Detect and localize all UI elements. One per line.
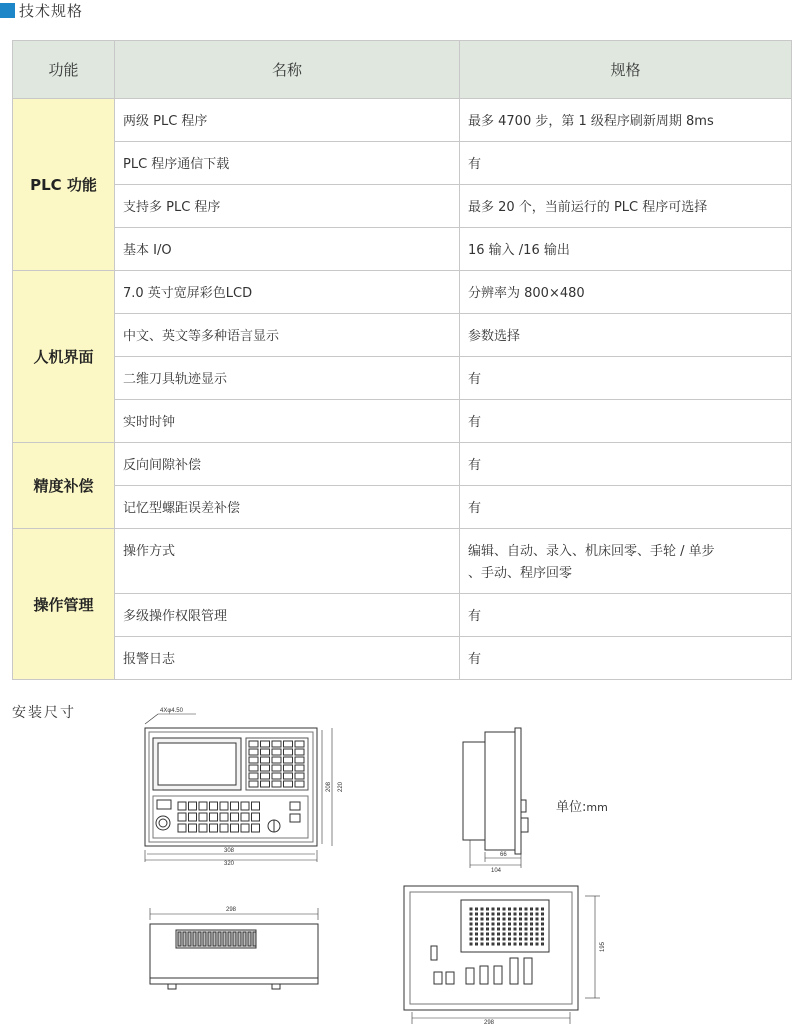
row-spec: 分辨率为 800×480 (460, 271, 792, 314)
dim-side-depth-2: 104 (491, 868, 502, 874)
row-name: 记忆型螺距误差补偿 (115, 486, 460, 529)
table-row (13, 271, 792, 314)
category-precision: 精度补偿 (13, 443, 115, 529)
row-name: PLC 程序通信下载 (115, 142, 460, 185)
row-spec: 16 输入 /16 输出 (460, 228, 792, 271)
section-marker-icon (0, 3, 15, 18)
dim-front-inner-height: 208 (326, 781, 332, 792)
dim-front-outer-width: 320 (224, 861, 235, 867)
category-plc: PLC 功能 (13, 99, 115, 271)
row-name: 基本 I/O (115, 228, 460, 271)
row-spec: 有 (460, 443, 792, 486)
dim-side-depth-1: 66 (500, 852, 507, 858)
section-title-text: 技术规格 (19, 1, 84, 20)
row-spec (460, 529, 792, 594)
row-spec: 有 (460, 142, 792, 185)
dim-front-inner-width: 308 (224, 848, 235, 854)
unit-prefix: 单位: (556, 800, 587, 815)
header-function: 功能 (13, 41, 115, 99)
row-name: 操作方式 (115, 529, 460, 594)
table-row (13, 357, 792, 400)
header-spec: 规格 (460, 41, 792, 99)
category-operation: 操作管理 (13, 529, 115, 680)
row-spec: 有 (460, 637, 792, 680)
row-spec: 最多 20 个，当前运行的 PLC 程序可选择 (460, 185, 792, 228)
row-name: 实时时钟 (115, 400, 460, 443)
row-spec: 参数选择 (460, 314, 792, 357)
table-row (13, 314, 792, 357)
back-view-drawing (404, 886, 600, 1024)
row-name: 二维刀具轨迹显示 (115, 357, 460, 400)
installation-drawings (0, 690, 792, 1024)
hole-note: 4Xφ4.50 (160, 708, 183, 714)
row-spec-line: 编辑、自动、录入、机床回零、手轮 / 单步 (468, 544, 715, 559)
row-name: 7.0 英寸宽屏彩色LCD (115, 271, 460, 314)
row-spec: 有 (460, 594, 792, 637)
row-spec-line: 、手动、程序回零 (468, 566, 573, 581)
section-title (0, 0, 83, 20)
row-name: 中文、英文等多种语言显示 (115, 314, 460, 357)
category-hmi: 人机界面 (13, 271, 115, 443)
table-row (13, 637, 792, 680)
row-spec: 有 (460, 400, 792, 443)
row-spec: 有 (460, 486, 792, 529)
table-row (13, 99, 792, 142)
row-spec: 最多 4700 步，第 1 级程序刷新周期 8ms (460, 99, 792, 142)
dimensions-label: 安装尺寸 (12, 705, 76, 721)
side-view-drawing (463, 728, 528, 868)
table-row (13, 142, 792, 185)
row-name: 反向间隙补偿 (115, 443, 460, 486)
row-spec: 有 (460, 357, 792, 400)
dim-front-outer-height: 220 (338, 781, 344, 792)
dim-back-width: 298 (484, 1020, 495, 1024)
table-row (13, 594, 792, 637)
row-name: 报警日志 (115, 637, 460, 680)
header-name: 名称 (115, 41, 460, 99)
table-row (13, 529, 792, 594)
table-row (13, 228, 792, 271)
front-view-drawing (145, 714, 332, 862)
unit-mm: mm (586, 801, 608, 814)
top-view-drawing (150, 908, 318, 989)
table-row (13, 486, 792, 529)
dim-top-width: 298 (226, 907, 237, 913)
row-name: 多级操作权限管理 (115, 594, 460, 637)
table-row (13, 185, 792, 228)
row-name: 支持多 PLC 程序 (115, 185, 460, 228)
table-row (13, 400, 792, 443)
dim-back-height: 195 (600, 941, 606, 952)
spec-table (12, 40, 792, 680)
row-name: 两级 PLC 程序 (115, 99, 460, 142)
table-row (13, 443, 792, 486)
